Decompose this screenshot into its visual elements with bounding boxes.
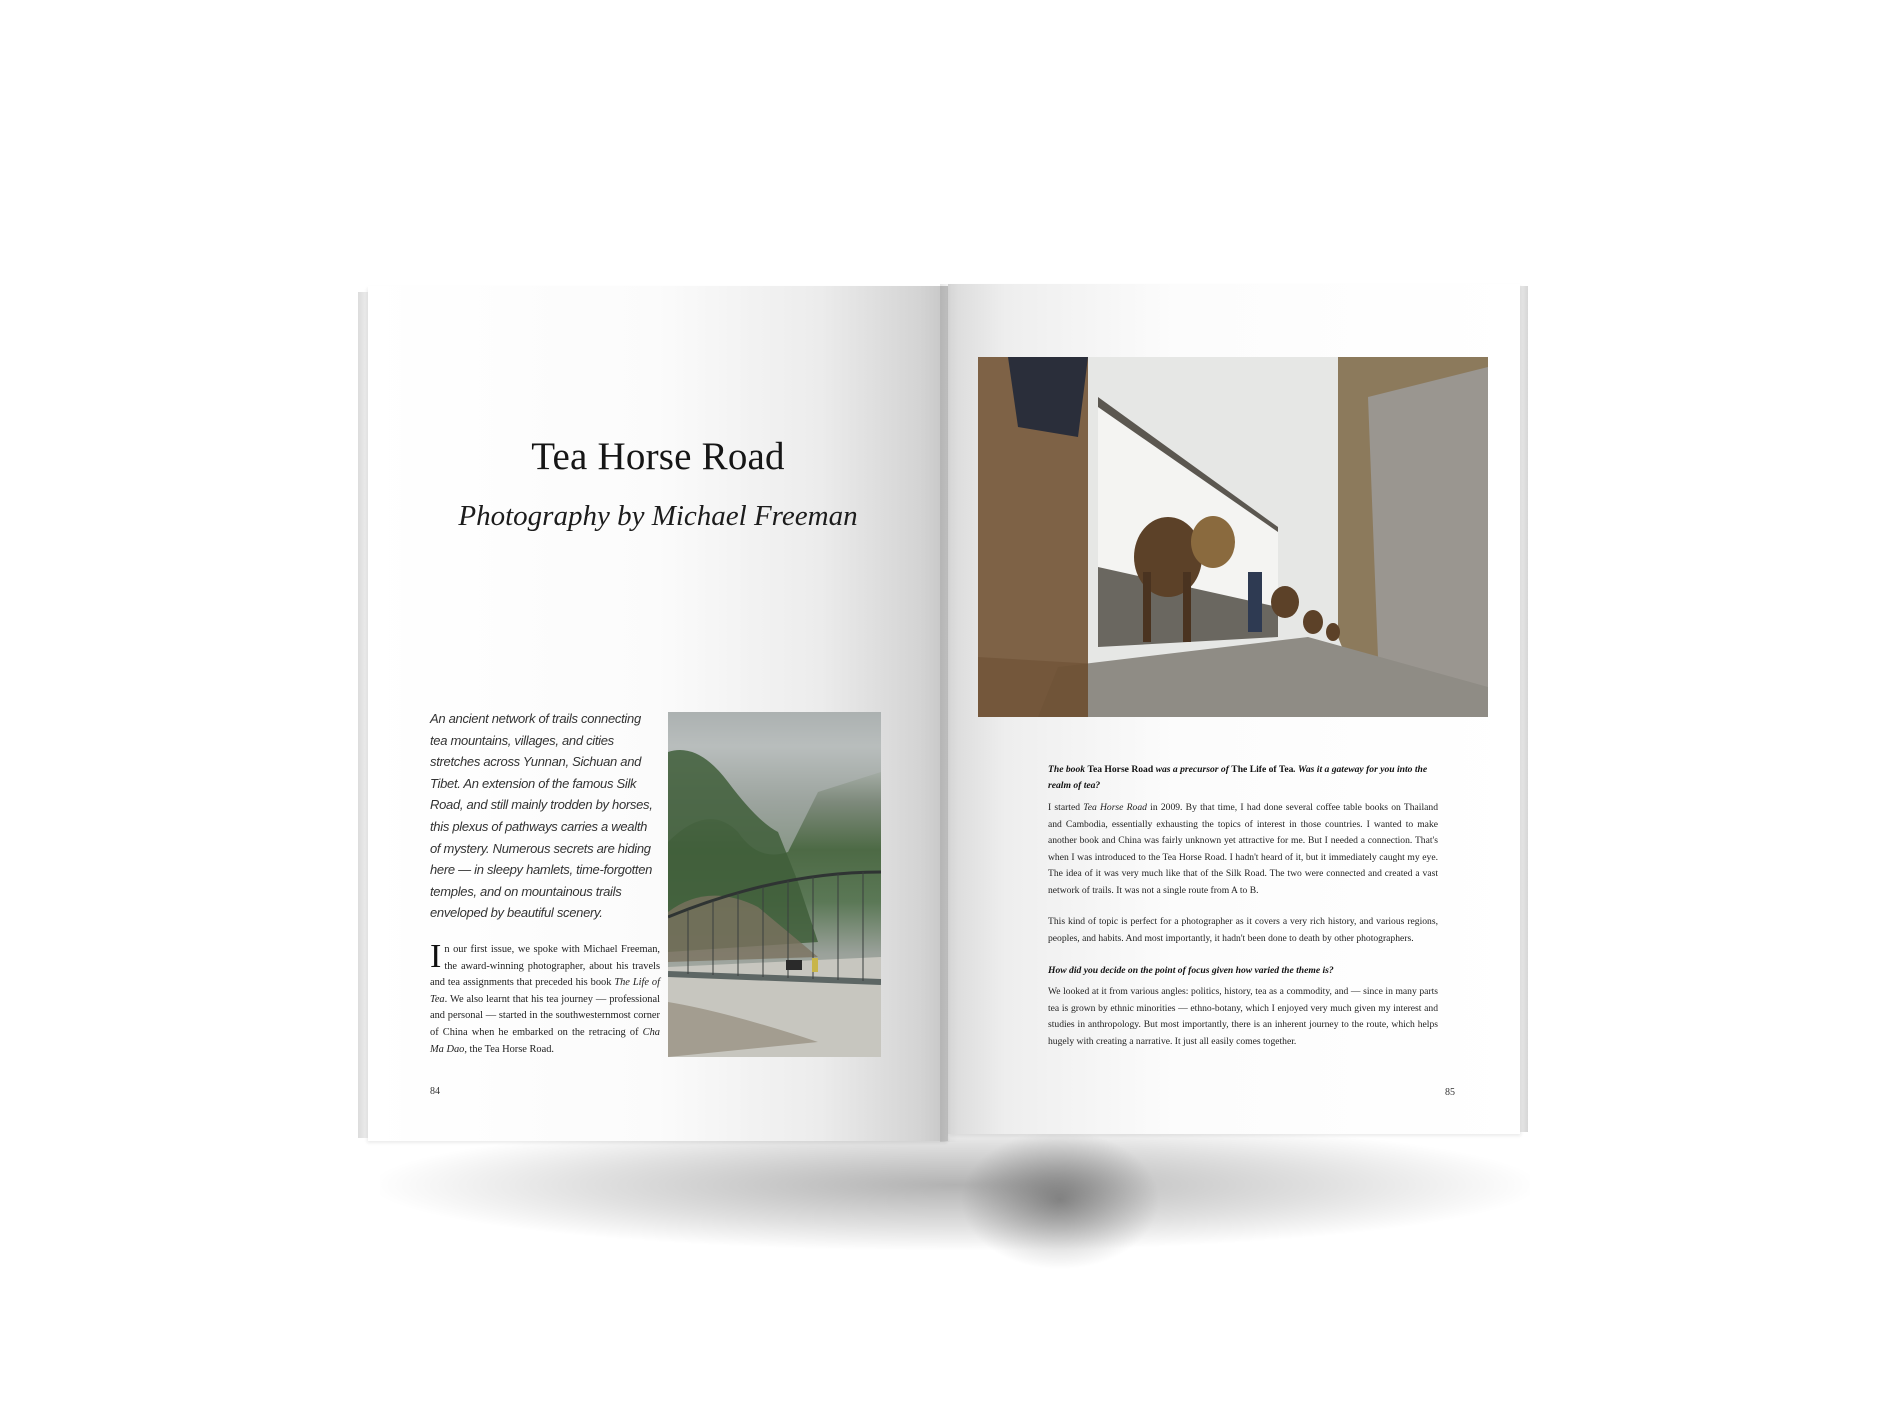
page-number-right: 85 [1445, 1087, 1455, 1098]
body-text-2: . We also learnt that his tea journey — professional and personal — started in the southwesternmost corner of China when he embarked on the retracing of [430, 993, 660, 1038]
intro-paragraph: An ancient network of trails connecting tea mountains, villages, and cities stretches across Yunnan, Sichuan and Tibet. An extension of the famous Silk Road, and still mainly trodden by horses, this plexus of pathways carries a wealth of mystery. Numerous secrets are hiding here — in sleepy hamlets, time-forgotten temples, and on mountainous trails enveloped by beautiful scenery. [430, 711, 653, 921]
q1-text-1: The book [1048, 764, 1088, 775]
q1-text-2: was a precursor of [1153, 764, 1232, 775]
suspension-bridge-photo [668, 712, 881, 1057]
right-page [948, 284, 1520, 1134]
spine-gutter [940, 284, 958, 1142]
article-subtitle: Photography by Michael Freeman [458, 500, 858, 532]
question-1 [1048, 762, 1438, 794]
question-2 [1048, 963, 1438, 979]
mule-caravan-photo [978, 357, 1488, 717]
answer-2 [1048, 984, 1438, 1050]
drop-cap: I [430, 938, 442, 975]
body-text-1: n our first issue, we spoke with Michael Freeman, the award-winning photographer, about his travels and tea assignments that preceded his book [430, 944, 660, 989]
a1-text-1: I started [1048, 802, 1084, 813]
body-paragraph [430, 938, 660, 1058]
q1-book-2: The Life of Tea [1231, 764, 1294, 775]
article-title: Tea Horse Road [531, 435, 785, 478]
bridge-photo-illustration [668, 712, 881, 1057]
mule-photo-illustration [978, 357, 1488, 717]
book-title-life-of-tea: The Life of Tea [430, 977, 660, 1005]
a1b-text: This kind of topic is perfect for a photographer as it covers a very rich history, and various regions, peoples, and habits. And most importantly, it hadn't been done to death by other photographers. [1048, 916, 1438, 944]
answer-1 [1048, 800, 1438, 899]
q2-text: How did you decide on the point of focus given how varied the theme is? [1048, 965, 1334, 976]
cha-ma-dao-term: Cha Ma Dao [430, 1026, 660, 1055]
a2-text: We looked at it from various angles: politics, history, tea as a commodity, and — since in many parts tea is grown by ethnic minorities — ethno-botany, which I enjoyed very much given my interest and studies in anthropology. But most importantly, there is an inherent journey to the route, which helps hugely with creating a narrative. It just all easily comes together. [1048, 986, 1438, 1047]
spine-shadow [960, 1130, 1160, 1270]
a1-book: Tea Horse Road [1083, 802, 1147, 813]
q1-book-1: Tea Horse Road [1087, 764, 1154, 775]
page-number-left: 84 [430, 1086, 440, 1097]
left-page [368, 286, 948, 1141]
q1-text-3: . Was it a gateway for you into the realm of tea? [1048, 764, 1428, 791]
body-text-3: , the Tea Horse Road. [464, 1043, 555, 1055]
a1-text-2: in 2009. By that time, I had done several coffee table books on Thailand and Cambodia, essentially exhausting the topics of interest in those countries. I wanted to make another book and China was fairly unknown yet attractive for me. But I needed a connection. That's when I was introduced to the Tea Horse Road. I hadn't heard of it, but it immediately caught my eye. The idea of it was very much like that of the Silk Road. The two were connected and created a vast network of trails. It was not a single route from A to B. [1048, 802, 1438, 896]
answer-1b [1048, 914, 1438, 947]
